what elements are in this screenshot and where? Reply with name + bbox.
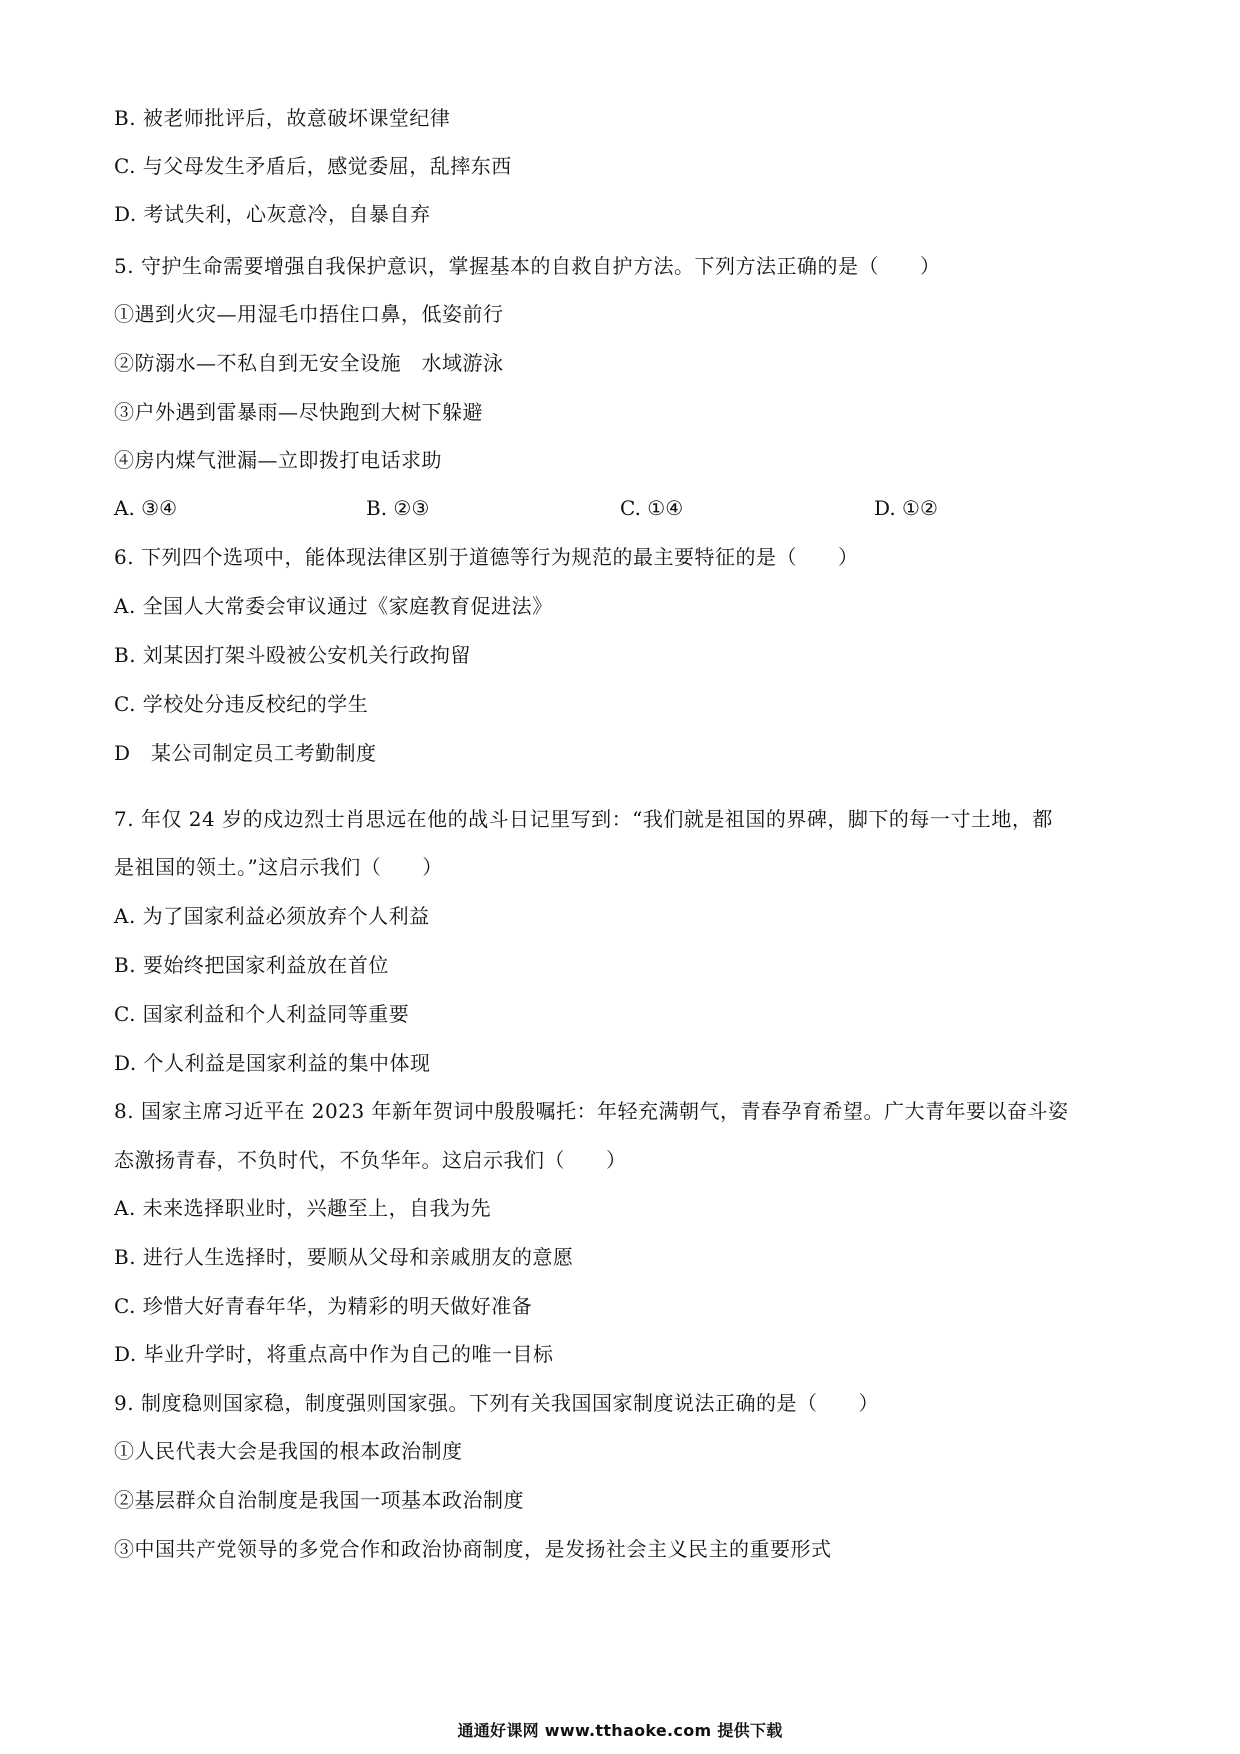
- q5-option-d: D. ①②: [874, 496, 938, 520]
- q8-option-b: B. 进行人生选择时，要顺从父母和亲戚朋友的意愿: [114, 1245, 574, 1269]
- q6-option-a: A. 全国人大常委会审议通过《家庭教育促进法》: [114, 594, 553, 618]
- q7-option-c: C. 国家利益和个人利益同等重要: [114, 1002, 410, 1026]
- q9-item-1: ①人民代表大会是我国的根本政治制度: [114, 1439, 463, 1463]
- q8-option-c: C. 珍惜大好青春年华，为精彩的明天做好准备: [114, 1294, 533, 1318]
- q7-stem-line-2: 是祖国的领土。”这启示我们（ ）: [114, 855, 443, 879]
- q6-option-c: C. 学校处分违反校纪的学生: [114, 692, 369, 716]
- q5-stem: 5. 守护生命需要增强自我保护意识，掌握基本的自救自护方法。下列方法正确的是（ ）: [114, 254, 941, 278]
- q5-item-4: ④房内煤气泄漏—立即拨打电话求助: [114, 448, 442, 472]
- q4-option-b: B. 被老师批评后，故意破坏课堂纪律: [114, 106, 451, 130]
- q5-option-c: C. ①④: [620, 496, 684, 520]
- q7-option-d: D. 个人利益是国家利益的集中体现: [114, 1051, 431, 1075]
- q8-stem-line-2: 态激扬青春，不负时代，不负华年。这启示我们（ ）: [114, 1148, 627, 1172]
- download-footer: 通通好课网 www.tthaoke.com 提供下载: [457, 1721, 783, 1740]
- q4-option-d: D. 考试失利，心灰意冷，自暴自弃: [114, 202, 431, 226]
- q6-stem: 6. 下列四个选项中，能体现法律区别于道德等行为规范的最主要特征的是（ ）: [114, 545, 859, 569]
- q7-stem-line-1: 7. 年仅 24 岁的戍边烈士肖思远在他的战斗日记里写到：“我们就是祖国的界碑，脚下的每一寸土地，都: [114, 807, 1053, 831]
- q5-option-b: B. ②③: [366, 496, 430, 520]
- q8-stem-line-1: 8. 国家主席习近平在 2023 年新年贺词中殷殷嘱托：年轻充满朝气，青春孕育希望。广大青年要以奋斗姿: [114, 1099, 1069, 1123]
- q9-item-3: ③中国共产党领导的多党合作和政治协商制度，是发扬社会主义民主的重要形式: [114, 1537, 832, 1561]
- q6-option-d: D 某公司制定员工考勤制度: [114, 741, 377, 765]
- q9-item-2: ②基层群众自治制度是我国一项基本政治制度: [114, 1488, 524, 1512]
- q4-option-c: C. 与父母发生矛盾后，感觉委屈，乱摔东西: [114, 154, 512, 178]
- q8-option-d: D. 毕业升学时，将重点高中作为自己的唯一目标: [114, 1342, 554, 1366]
- q9-stem: 9. 制度稳则国家稳，制度强则国家强。下列有关我国国家制度说法正确的是（ ）: [114, 1391, 879, 1415]
- q8-option-a: A. 未来选择职业时，兴趣至上，自我为先: [114, 1196, 492, 1220]
- q5-item-3: ③户外遇到雷暴雨—尽快跑到大树下躲避: [114, 400, 483, 424]
- q7-option-a: A. 为了国家利益必须放弃个人利益: [114, 904, 430, 928]
- q5-option-a: A. ③④: [114, 496, 178, 520]
- q6-option-b: B. 刘某因打架斗殴被公安机关行政拘留: [114, 643, 471, 667]
- q5-item-1: ①遇到火灾—用湿毛巾捂住口鼻，低姿前行: [114, 302, 504, 326]
- q5-item-2: ②防溺水—不私自到无安全设施 水域游泳: [114, 351, 504, 375]
- q7-option-b: B. 要始终把国家利益放在首位: [114, 953, 389, 977]
